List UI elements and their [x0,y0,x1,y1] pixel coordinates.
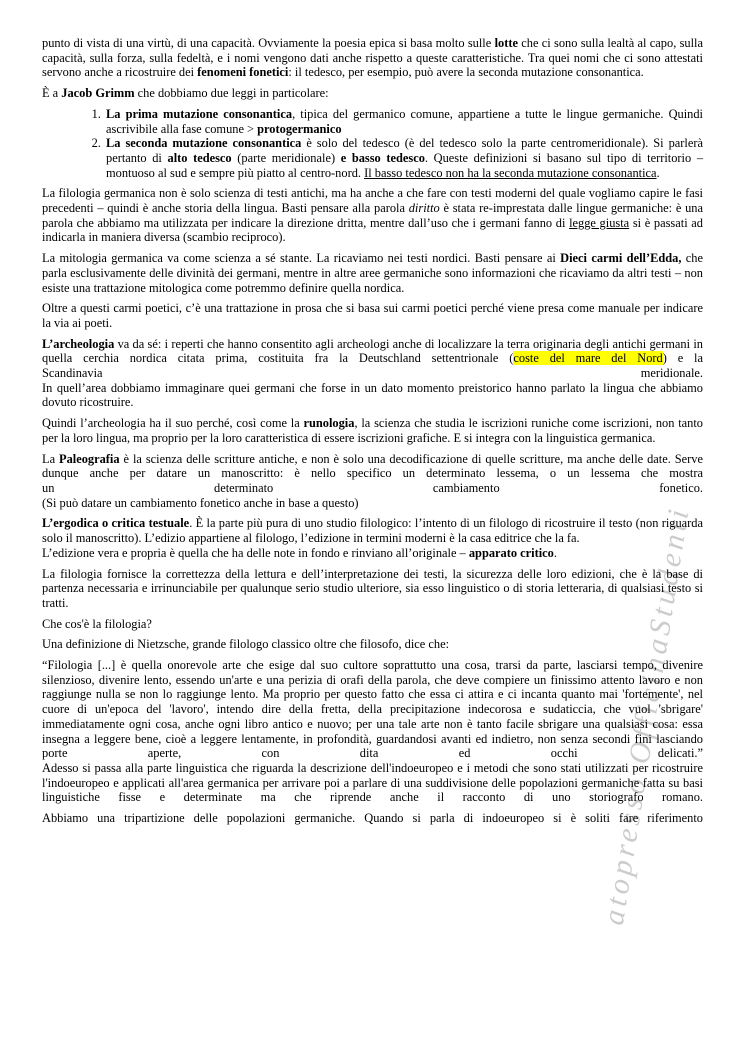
text-run: ) e la [662,351,703,366]
text-run: . È la parte più pura di uno studio filologico: l’intento di un filologo di ricostruire il testo (non riguarda solo il manoscritto). L’edizio appartiene al filologo, l’edizione in termini moderni è la casa editrice che la fa. [42,516,704,546]
text-run: “Filologia [...] è quella onorevole arte che esige dal suo cultore soprattutto una cosa, trarsi da parte, lasciarsi tempo, divenire silenzioso, divenire lento, essendo un'arte e una perizia di orafi della parola, che deve compiere un finissimo attento lavoro e non raggiunge nulla se non lo raggiunge lento. Ma proprio per questo fatto che essa ci attira e ci incanta quanto mai 'fortemente', nel cuore di un'epoca del 'lavoro', intendo dire della fretta, della precipitazione indecorosa e sudaticcia, che vuol 'sbrigare' immediatamente ogni cosa, anche ogni libro antico e nuovo; per una tale arte non è tanto facile sbrigare una qualsiasi cosa: essa insegna a leggere bene, cioè a leggere lentamente, in profondità, guardandosi avanti ed indietro, non senza secondi fini lasciando porte aperte, con dita ed occhi delicati.” [42,658,703,761]
text-run: lotte [494,36,518,50]
text-segment [42,617,703,632]
text-run: Jacob Grimm [61,86,135,101]
paragraph [42,637,703,652]
paragraph [42,186,703,245]
text-run: È a [42,86,62,101]
text-run: La filologia fornisce la correttezza della lettura e dell’interpretazione dei testi, la sicurezza delle loro edizioni, che è la base di partenza necessaria e irrinunciabile per qualunque serio studio ulteriore, sia esso linguistico o di storia letteraria, di qualsiasi testo si tratti. [42,566,703,610]
text-run: un [42,480,55,495]
text-run: Una definizione di Nietzsche, grande filologo classico oltre che filosofo, dice che: [42,637,450,652]
text-run: fenomeni fonetici [197,65,289,80]
text-segment [42,36,703,80]
document-body [42,36,703,832]
text-run: è solo del tedesco (è del tedesco solo la parte centromeridionale). Si parlerà pertanto di [106,136,703,165]
text-run: legge giusta [569,215,630,230]
list-item [104,136,703,180]
paragraph [42,811,703,826]
text-segment [42,416,703,445]
paragraph [42,452,703,511]
text-run: . [656,165,660,180]
text-segment [42,301,703,330]
text-run: Oltre a questi carmi poetici, c’è una trattazione in prosa che si basa sui carmi poetici perché viene presa come manuale per indicare la via ai poeti. [42,301,703,330]
text-run: Che cos'è la filologia? [42,616,152,631]
text-run: La [42,451,60,466]
paragraph [42,337,703,411]
text-run: , la scienza che studia le iscrizioni runiche come iscrizioni, non tanto per la loro lingua, ma proprio per la loro caratteristica di essere iscrizioni grafiche. E si integra con la linguistica germanica. [42,416,703,445]
text-run: . [553,545,557,560]
text-run: Quindi l’archeologia ha il suo perché, così come la [42,416,304,431]
text-run: diritto [408,201,440,216]
paragraph [42,251,703,295]
watermark: atopresso OfficinaStudenti [597,503,696,928]
text-segment [42,637,703,652]
text-run: meridionale. [640,366,703,381]
text-run: La mitologia germanica va come scienza a sé stante. La ricaviamo nei testi nordici. Basti pensare ai [42,251,561,266]
text-run: , tipica del germanico comune, appartiene a tutte le lingue germaniche. Quindi ascrivibile alla fase comune > [106,106,704,136]
text-run: . Queste definizioni si basano sul tipo di territorio – montuoso al sud e sempre più piatto al centro-nord. [106,150,704,180]
text-segment [42,186,703,245]
text-run: (Si può datare un cambiamento fonetico anche in base a questo) [42,495,359,510]
text-segment [42,658,703,761]
text-segment [42,86,703,101]
text-segment [42,811,703,826]
text-run: apparato critico [468,545,554,560]
text-segment [42,546,703,561]
text-run: L’ergodica o critica testuale [42,516,190,531]
text-run: è la scienza delle scritture antiche, e non è solo una decodificazione di quelle scritture, ma anche delle date. Serve dunque anche per datare un manoscritto: è nello specifico un determinato lessema, o un lessema che mostra [42,451,703,481]
text-run: In quell’area dobbiamo immaginare quei germani che forse in un dato momento preistorico hanno parlato la lingua che abbiamo dovuto ricostruire. [42,380,703,410]
paragraph [42,36,703,80]
text-run: La filologia germanica non è solo scienza di testi antichi, ma ha anche a che fare con testi moderni del quale vogliamo capire le fasi precedenti – quindi è anche storia della lingua. Basti pensare alla parola [42,186,703,216]
text-run: che parla esclusivamente delle divinità dei germani, mentre in altre aree germaniche sono informazioni che ricaviamo da altri testi – non esiste una trattazione mitologica come potremmo definire quella nordica. [42,251,703,295]
text-segment [42,496,703,511]
text-run: Paleografia [59,451,120,466]
text-run: La prima mutazione consonantica [106,106,293,121]
paragraph [42,516,703,560]
list-item [104,107,703,136]
spread-line [42,366,703,381]
paragraph [42,658,703,805]
text-run: Abbiamo una tripartizione delle popolazioni germaniche. Quando si parla di indoeuropeo si è soliti fare riferimento [42,811,703,826]
text-run: (parte meridionale) [231,150,341,165]
text-run: va da sé: i reperti che hanno consentito agli archeologi anche di localizzare la terra originaria degli antichi germani in quella cerchia nordica citata prima, costituita fra la Deutschland settentrionale ( [42,336,703,366]
text-segment [42,452,703,481]
text-run: determinato [214,480,274,495]
text-segment [42,567,703,611]
text-run: La seconda mutazione consonantica [106,136,302,151]
text-run: coste del mare del Nord [513,351,663,366]
text-run: e basso tedesco [340,150,425,165]
text-run: Il basso tedesco non ha la seconda mutazione consonantica [364,165,657,180]
text-run: si è passati ad indicarla in maniera diversa (scambio reciproco). [42,215,703,245]
text-run: che dobbiamo due leggi in particolare: [134,86,329,101]
text-run: è stata re-imprestata dalle lingue germaniche: è una parola che abbiamo ma utilizzata per indicare la direzione dritta, mentre dall’uso che i germani fanno di [42,201,703,230]
text-run: Adesso si passa alla parte linguistica che riguarda la descrizione dell'indoeuropeo e i metodi che sono stati utilizzati per ricostruire l'indoeuropeo e applicati all'area germanica per arrivare poi a parlare di una suddivisione delle popolazioni germaniche fatta su basi linguistiche fisse e determinate ma che riprende anche il racconto di uno storiografo romano. [42,760,703,805]
text-run: L’archeologia [42,336,115,351]
spread-line [42,481,703,496]
text-run: alto tedesco [167,150,232,165]
paragraph [42,301,703,330]
paragraph [42,86,703,101]
text-run: protogermanico [257,121,342,136]
paragraph [42,567,703,611]
numbered-list [42,107,703,181]
text-run: fonetico. [659,480,703,495]
text-segment [42,761,703,805]
text-run: cambiamento [432,480,500,495]
text-run: L’edizione vera e propria è quella che ha delle note in fondo e rinviano all’originale – [42,545,469,560]
text-segment [42,516,703,545]
text-segment [42,251,703,295]
text-run: : il tedesco, per esempio, può avere la seconda mutazione consonantica. [288,65,644,80]
paragraph [42,617,703,632]
text-run: che ci sono sulla lealtà al capo, sulla capacità, sulla forza, sulla fedeltà, e i nomi vengono dati anche rispetto a queste caratteristiche. Tra quei nomi che ci sono attestati servono anche a ricostruire dei [42,36,703,80]
text-segment [42,381,703,410]
text-run: Dieci carmi dell’Edda, [560,251,682,266]
paragraph [42,416,703,445]
text-run: Scandinavia [42,366,103,381]
text-run: punto di vista di una virtù, di una capacità. Ovviamente la poesia epica si basa molto sulle [42,36,495,50]
text-segment [42,337,703,366]
text-run: runologia [303,416,355,431]
